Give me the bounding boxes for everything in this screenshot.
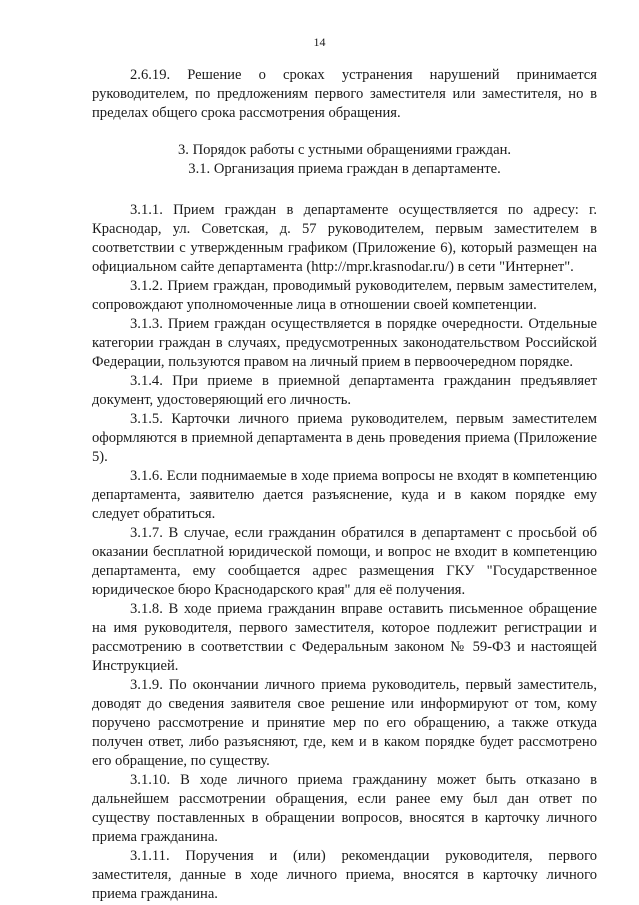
- paragraph-3-1-4: 3.1.4. При приеме в приемной департамента гражданин предъявляет документ, удостоверяющий его личность.: [92, 373, 597, 408]
- paragraph-3-1-5: 3.1.5. Карточки личного приема руководителем, первым заместителем оформляются в приемной департамента в день проведения приема (Приложение 5).: [92, 411, 597, 465]
- paragraph-3-1-11: 3.1.11. Поручения и (или) рекомендации руководителя, первого заместителя, данные в ходе личного приема, вносятся в карточку личного приема гражданина.: [92, 848, 597, 902]
- paragraph-3-1-8: 3.1.8. В ходе приема гражданин вправе оставить письменное обращение на имя руководителя, первого заместителя, которое подлежит регистрации и рассмотрению в соответствии с Федеральным законом № 59-ФЗ и настоящей Инструкцией.: [92, 601, 597, 674]
- paragraph-3-1-3: 3.1.3. Прием граждан осуществляется в порядке очередности. Отдельные категории граждан в случаях, предусмотренных законодательством Российской Федерации, пользуются правом на личный прием в первоочередном порядке.: [92, 316, 597, 370]
- paragraph-3-1-7: 3.1.7. В случае, если гражданин обратился в департамент с просьбой об оказании бесплатной юридической помощи, и вопрос не входит в компетенцию департамента, ему сообщается адрес размещения ГКУ "Государственное юридическое бюро Краснодарского края" для её получения.: [92, 525, 597, 598]
- section-heading: 3. Порядок работы с устными обращениями граждан.: [177, 142, 512, 158]
- document-body: [92, 66, 597, 904]
- page-number: 14: [313, 35, 326, 49]
- paragraph-3-1-10: 3.1.10. В ходе личного приема гражданину может быть отказано в дальнейшем рассмотрении обращения, если ранее ему был дан ответ по существу поставленных в обращении вопросов, вносятся в карточку личного приема гражданина.: [92, 772, 597, 845]
- paragraph-3-1-2: 3.1.2. Прием граждан, проводимый руководителем, первым заместителем, сопровождают уполномоченные лица в отношении своей компетенции.: [92, 278, 597, 313]
- paragraph-3-1-6: 3.1.6. Если поднимаемые в ходе приема вопросы не входят в компетенцию департамента, заявителю дается разъяснение, куда и в каком порядке ему следует обратиться.: [92, 468, 597, 522]
- paragraph-3-1-1: 3.1.1. Прием граждан в департаменте осуществляется по адресу: г. Краснодар, ул. Советская, д. 57 руководителем, первым заместителем в соответствии с утвержденным графиком (Приложение 6), который размещен на официальном сайте департамента (http://mpr.krasnodar.ru/) в сети "Интернет".: [92, 202, 597, 275]
- paragraph-2-6-19: 2.6.19. Решение о сроках устранения нарушений принимается руководителем, по предложениям первого заместителя или заместителя, но в пределах общего срока рассмотрения обращения.: [92, 67, 597, 121]
- spacer: [92, 179, 597, 201]
- subsection-heading: 3.1. Организация приема граждан в департаменте.: [188, 161, 501, 177]
- paragraph-3-1-9: 3.1.9. По окончании личного приема руководитель, первый заместитель, доводят до сведения заявителя свое решение или информируют от том, кому поручено рассмотрение и принятие мер по его обращению, а также откуда получен ответ, либо разъясняют, где, кем и в каком порядке будет рассмотрено его обращение, по существу.: [92, 677, 597, 769]
